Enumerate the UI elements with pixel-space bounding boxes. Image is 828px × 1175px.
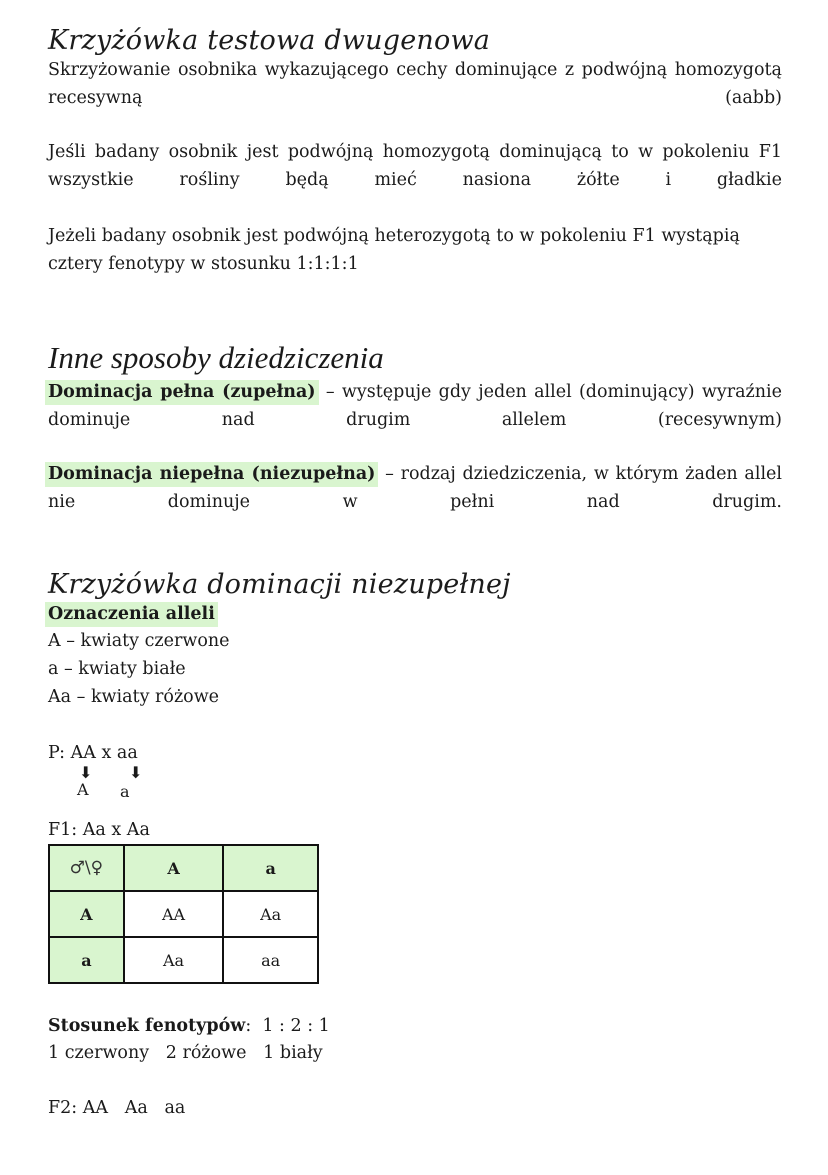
punnett-col-header: a [223, 845, 318, 891]
term-incomplete-dominance: Dominacja niepełna (niezupełna) [45, 462, 378, 487]
alleles-heading: Oznaczenia alleli [48, 600, 218, 628]
definition-incomplete-dominance: – rodzaj dziedziczenia, w którym żaden allel nie dominuje w pełni nad drugim. [48, 464, 782, 512]
down-arrow-icon: ⬇ [129, 763, 143, 782]
punnett-row-header: A [49, 891, 124, 937]
parent-cross: P: AA x aa [48, 743, 138, 763]
punnett-cell: Aa [124, 937, 224, 983]
paragraph-incomplete-dominance [48, 460, 782, 544]
allele-pink: Aa – kwiaty różowe [48, 687, 220, 707]
punnett-square [48, 844, 319, 984]
section-title-other-inheritance: Inne sposoby dziedziczenia [48, 340, 384, 375]
paragraph-complete-dominance [48, 378, 782, 462]
punnett-corner: ♂\♀ [49, 845, 124, 891]
paragraph-heterozygote: Jeżeli badany osobnik jest podwójną heterozygotą to w pokoleniu F1 wystąpią cztery fenotypy w stosunku 1:1:1:1 [48, 226, 740, 274]
gamete-dominant: A [77, 780, 89, 799]
paragraph-test-cross-def: Skrzyżowanie osobnika wykazującego cechy dominujące z podwójną homozygotą recesywną (aabb) [48, 60, 782, 108]
punnett-cell: aa [223, 937, 318, 983]
f1-cross: F1: Aa x Aa [48, 820, 150, 840]
phenotype-ratio-value: : 1 : 2 : 1 [245, 1016, 330, 1036]
phenotype-ratio [48, 1012, 330, 1040]
f2-genotypes: F2: AA Aa aa [48, 1098, 186, 1118]
section-title-incomplete-cross: Krzyżówka dominacji niezupełnej [48, 569, 511, 600]
punnett-cell: Aa [223, 891, 318, 937]
section-title-test-cross: Krzyżówka testowa dwugenowa [48, 25, 491, 56]
down-arrow-icon: ⬇ [79, 763, 93, 782]
paragraph-homozygote: Jeśli badany osobnik jest podwójną homozygotą dominującą to w pokoleniu F1 wszystkie rośliny będą mieć nasiona żółte i gładkie [48, 142, 782, 190]
phenotype-description: 1 czerwony 2 różowe 1 biały [48, 1043, 323, 1063]
definition-complete-dominance: – występuje gdy jeden allel (dominujący) wyraźnie dominuje nad drugim allelem (recesywnym) [48, 382, 783, 430]
punnett-col-header: A [124, 845, 224, 891]
phenotype-ratio-label: Stosunek fenotypów [48, 1016, 246, 1036]
punnett-row-header: a [49, 937, 124, 983]
allele-white: a – kwiaty białe [48, 659, 186, 679]
term-complete-dominance: Dominacja pełna (zupełna) [45, 380, 319, 405]
punnett-cell: AA [124, 891, 224, 937]
gamete-recessive: a [120, 782, 130, 801]
allele-red: A – kwiaty czerwone [48, 631, 230, 651]
